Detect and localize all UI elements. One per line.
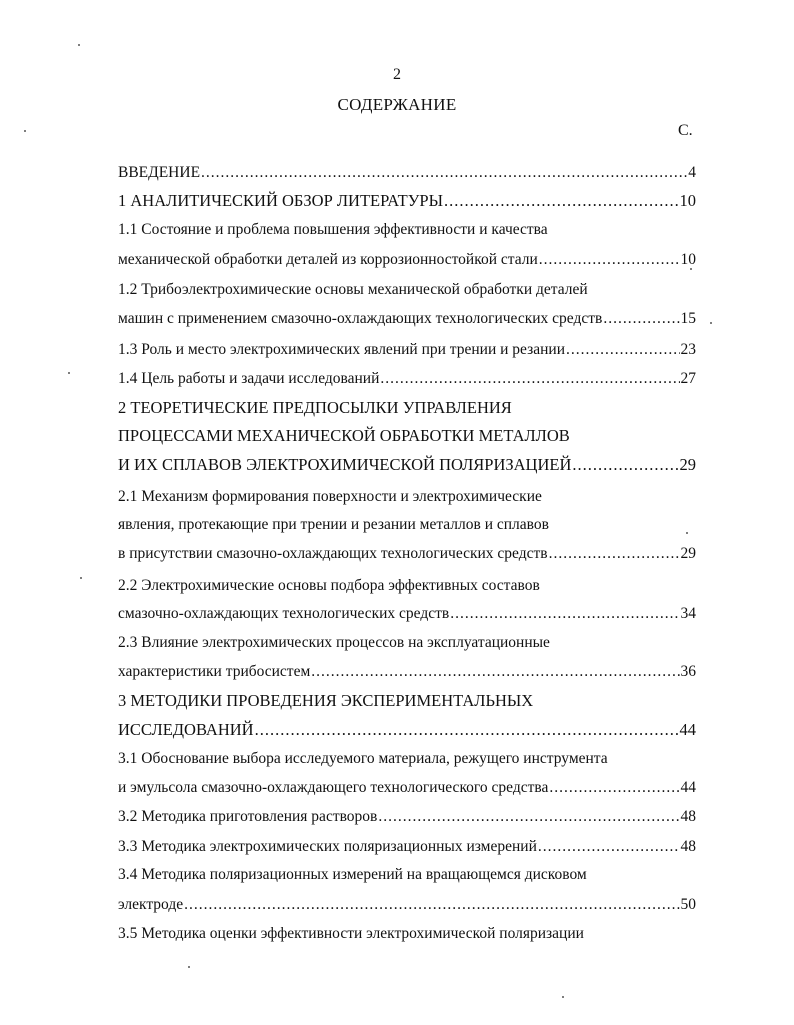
- toc-entry: [118, 308, 696, 330]
- toc-entry-page: 34: [680, 605, 696, 622]
- toc-entry-text: 3.1 Обоснование выбора исследуемого материала, режущего инструмента: [118, 750, 608, 767]
- toc-entry: [118, 719, 696, 741]
- toc-leader-dots: [572, 454, 678, 476]
- page-number: 2: [393, 66, 401, 83]
- toc-entry-text: 2 ТЕОРЕТИЧЕСКИЕ ПРЕДПОСЫЛКИ УПРАВЛЕНИЯ: [118, 398, 512, 417]
- toc-entry: [118, 219, 696, 241]
- toc-leader-dots: [549, 543, 680, 565]
- toc-entry-text: явления, протекающие при трении и резании металлов и сплавов: [118, 516, 549, 533]
- toc-entry-page: 44: [680, 779, 696, 796]
- toc-entry: [118, 514, 696, 536]
- toc-leader-dots: [201, 162, 687, 184]
- toc-entry-text: 2.1 Механизм формирования поверхности и электрохимические: [118, 488, 542, 505]
- toc-entry: [118, 923, 696, 945]
- toc-entry: [118, 162, 696, 184]
- scan-speck: [690, 268, 692, 270]
- toc-entry-text: 2.3 Влияние электрохимических процессов на эксплуатационные: [118, 634, 550, 651]
- toc-entry-text: ВВЕДЕНИЕ: [118, 164, 201, 181]
- toc-entry: [118, 425, 696, 447]
- page-title: СОДЕРЖАНИЕ: [337, 95, 457, 114]
- toc-entry-text: 3 МЕТОДИКИ ПРОВЕДЕНИЯ ЭКСПЕРИМЕНТАЛЬНЫХ: [118, 691, 534, 710]
- toc-entry-text: машин с применением смазочно-охлаждающих технологических средств: [118, 310, 603, 327]
- toc-entry-text: И ИХ СПЛАВОВ ЭЛЕКТРОХИМИЧЕСКОЙ ПОЛЯРИЗАЦИЕЙ: [118, 455, 572, 474]
- scan-speck: [188, 966, 190, 968]
- toc-entry: [118, 575, 696, 597]
- toc-entry: [118, 368, 696, 390]
- toc-entry: [118, 748, 696, 770]
- toc-entry: [118, 777, 696, 799]
- toc-entry: [118, 864, 696, 886]
- page-column-label: С.: [678, 122, 693, 139]
- toc-entry: [118, 249, 696, 271]
- toc-entry-page: 27: [680, 370, 696, 387]
- toc-entry-text: характеристики трибосистем: [118, 663, 311, 680]
- toc-entry-page: 48: [680, 838, 696, 855]
- toc-entry: [118, 806, 696, 828]
- toc-entry: [118, 190, 696, 212]
- toc-leader-dots: [549, 777, 679, 799]
- toc-leader-dots: [603, 308, 679, 330]
- toc-entry-text: 1.1 Состояние и проблема повышения эффективности и качества: [118, 221, 548, 238]
- toc-entry-text: 2.2 Электрохимические основы подбора эффективных составов: [118, 577, 540, 594]
- toc-entry: [118, 690, 696, 712]
- toc-entry-page: 36: [680, 663, 696, 680]
- toc-entry: [118, 603, 696, 625]
- toc-entry: [118, 661, 696, 683]
- toc-entry-text: 1 АНАЛИТИЧЕСКИЙ ОБЗОР ЛИТЕРАТУРЫ: [118, 191, 443, 210]
- scan-speck: [80, 577, 82, 579]
- toc-leader-dots: [311, 661, 679, 683]
- toc-leader-dots: [539, 249, 680, 271]
- toc-entry: [118, 836, 696, 858]
- scan-speck: [24, 130, 26, 132]
- toc-leader-dots: [380, 368, 679, 390]
- toc-entry-page: 48: [680, 808, 696, 825]
- toc-entry: [118, 486, 696, 508]
- toc-entry-page: 10: [680, 251, 696, 268]
- toc-entry-text: 1.3 Роль и место электрохимических явлений при трении и резании: [118, 341, 566, 358]
- toc-entry-text: смазочно-охлаждающих технологических средств: [118, 605, 450, 622]
- toc-entry-page: 50: [680, 896, 696, 913]
- toc-entry-text: в присутствии смазочно-охлаждающих технологических средств: [118, 545, 548, 562]
- toc-leader-dots: [444, 190, 679, 212]
- toc-entry-page: 44: [679, 720, 696, 739]
- toc-entry-text: электроде: [118, 896, 184, 913]
- toc-entry-page: 23: [680, 341, 696, 358]
- toc-entry-page: 15: [680, 310, 696, 327]
- scan-speck: [68, 372, 70, 374]
- toc-entry-page: 10: [679, 191, 696, 210]
- toc-entry-text: 1.4 Цель работы и задачи исследований: [118, 370, 380, 387]
- toc-entry: [118, 279, 696, 301]
- scan-speck: [710, 322, 712, 324]
- toc-entry-text: и эмульсола смазочно-охлаждающего технологического средства: [118, 779, 549, 796]
- toc-leader-dots: [538, 836, 680, 858]
- toc-entry-text: 3.4 Методика поляризационных измерений на вращающемся дисковом: [118, 866, 587, 883]
- toc-entry-text: ИССЛЕДОВАНИЙ: [118, 720, 254, 739]
- toc-entry-page: 29: [679, 455, 696, 474]
- toc-entry-text: 3.5 Методика оценки эффективности электрохимической поляризации: [118, 925, 584, 942]
- toc-entry: [118, 397, 696, 419]
- toc-entry: [118, 632, 696, 654]
- scan-speck: [562, 996, 564, 998]
- toc-entry-text: 3.2 Методика приготовления растворов: [118, 808, 378, 825]
- toc-entry: [118, 543, 696, 565]
- toc-leader-dots: [566, 339, 679, 361]
- toc-entry-page: 4: [688, 164, 696, 181]
- toc-entry: [118, 454, 696, 476]
- toc-leader-dots: [378, 806, 679, 828]
- toc-entry-text: ПРОЦЕССАМИ МЕХАНИЧЕСКОЙ ОБРАБОТКИ МЕТАЛЛОВ: [118, 426, 570, 445]
- toc-entry: [118, 894, 696, 916]
- toc-entry-page: 29: [680, 545, 696, 562]
- scan-speck: [78, 44, 80, 46]
- scan-speck: [686, 532, 688, 534]
- toc-entry-text: 3.3 Методика электрохимических поляризационных измерений: [118, 838, 537, 855]
- toc-entry-text: 1.2 Трибоэлектрохимические основы механической обработки деталей: [118, 281, 588, 298]
- toc-leader-dots: [450, 603, 679, 625]
- toc-entry: [118, 339, 696, 361]
- toc-leader-dots: [184, 894, 679, 916]
- toc-entry-text: механической обработки деталей из коррозионностойкой стали: [118, 251, 538, 268]
- toc-leader-dots: [255, 719, 679, 741]
